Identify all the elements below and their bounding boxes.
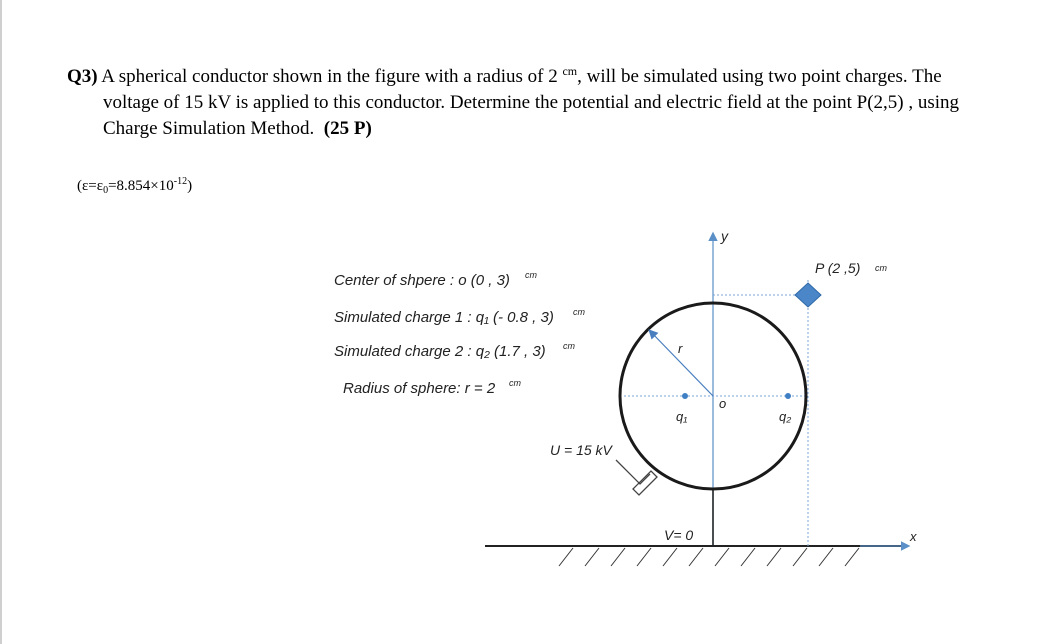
point-p-marker (795, 283, 821, 307)
const-open: (ε=ε (77, 178, 104, 194)
origin-label: o (719, 396, 727, 411)
y-axis-label: y (721, 228, 728, 244)
info-radius-unit: cm (509, 378, 521, 388)
const-mid: =8.854×10 (108, 178, 174, 194)
question-text-1-end: , will be simulated using two point charges. The (577, 66, 942, 87)
ground-hatch (559, 548, 859, 566)
info-charge-1: Simulated charge 1 : q₁ (- 0.8 , 3) (334, 309, 554, 326)
charge-q1-label: q₁ (676, 409, 688, 424)
charge-q2-label: q₂ (779, 409, 792, 424)
info-block (334, 270, 586, 397)
charge-q1-marker (682, 393, 688, 399)
radius-unit: cm (562, 64, 578, 78)
point-p-unit: cm (875, 263, 887, 273)
const-exp: -12 (173, 176, 188, 187)
x-axis-label: x (910, 529, 917, 544)
info-center: Center of shpere : o (0 , 3) (334, 272, 510, 289)
question-line-2: voltage of 15 kV is applied to this conductor. Determine the potential and electric field at the point P(2,5) , using (103, 92, 960, 113)
point-p-label: P (2 ,5) (815, 260, 861, 276)
const-close: ) (187, 178, 193, 194)
info-charge-2: Simulated charge 2 : q₂ (1.7 , 3) (334, 343, 546, 360)
question-text-3: Charge Simulation Method. (103, 118, 315, 139)
info-charge-1-unit: cm (573, 307, 585, 317)
points-value: (25 P) (323, 118, 372, 139)
question-label: Q3) (67, 66, 98, 87)
info-center-unit: cm (525, 270, 537, 280)
radius-label: r (678, 341, 683, 356)
question-text-1: A spherical conductor shown in the figure with a radius of 2 (97, 66, 563, 87)
info-charge-2-unit: cm (563, 341, 575, 351)
voltage-label: U = 15 kV (550, 442, 612, 458)
charge-q2-marker (785, 393, 791, 399)
info-radius: Radius of sphere: r = 2 (343, 380, 496, 397)
ground-label: V= 0 (664, 527, 694, 543)
const-sub: 0 (103, 185, 109, 196)
